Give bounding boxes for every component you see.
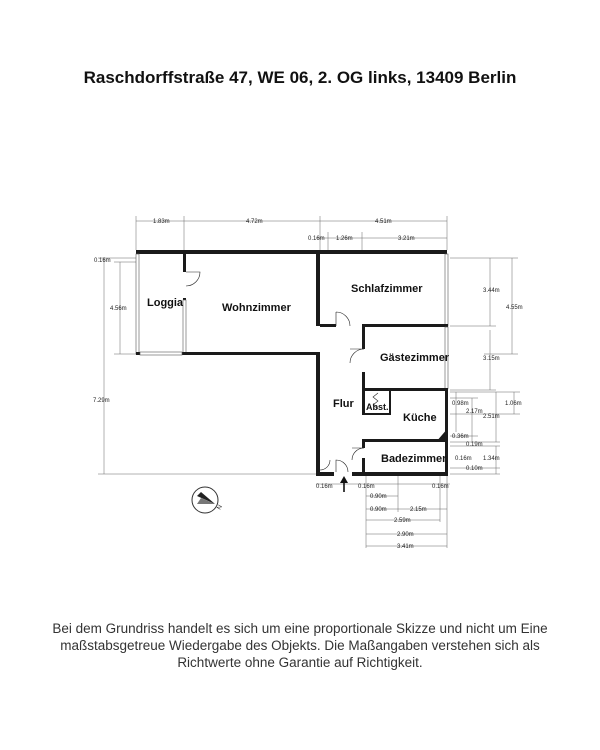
- room-kueche: Küche: [403, 412, 437, 424]
- room-badezimmer: Badezimmer: [381, 453, 447, 465]
- dim-right-kueche-total: 2.51m: [483, 414, 500, 420]
- room-gaestezimmer: Gästezimmer: [380, 352, 450, 364]
- compass-icon: [192, 487, 224, 513]
- dim-bottom-wall-left: 0.16m: [316, 484, 333, 490]
- dim-top-loggia: 1.83m: [153, 219, 170, 225]
- room-wohnzimmer: Wohnzimmer: [222, 302, 291, 314]
- dim-right-total-upper: 4.55m: [506, 305, 523, 311]
- dim-bottom-total-a: 2.59m: [394, 518, 411, 524]
- dim-right-kueche-ext: 1.06m: [505, 401, 522, 407]
- dim-bottom-bad-a: 0.90m: [370, 507, 387, 513]
- dim-right-abst-b: 0.19m: [466, 442, 483, 448]
- dim-right-schlaf: 3.44m: [483, 288, 500, 294]
- compass-label: N: [216, 504, 224, 511]
- dimension-labels: [93, 219, 523, 550]
- page-title: Raschdorffstraße 47, WE 06, 2. OG links, 13409 Berlin: [83, 68, 517, 87]
- dim-bottom-abst: 0.90m: [370, 494, 387, 500]
- dim-bottom-total-c: 3.41m: [397, 544, 414, 550]
- dim-bottom-wall-right: 0.16m: [432, 484, 449, 490]
- dim-right-kueche: 2.17m: [466, 409, 483, 415]
- room-labels: [147, 283, 450, 465]
- dim-top-gaeste-width: 3.21m: [398, 236, 415, 242]
- dim-left-total: 7.29m: [93, 398, 110, 404]
- dim-left-wall: 0.16m: [94, 258, 111, 264]
- dim-top-flur-width: 1.26m: [336, 236, 353, 242]
- room-schlafzimmer: Schlafzimmer: [351, 283, 423, 295]
- dim-right-gaeste: 3.15m: [483, 356, 500, 362]
- dim-top-schlafzimmer: 4.51m: [375, 219, 392, 225]
- dim-right-abst-a: 0.36m: [452, 434, 469, 440]
- dim-right-bad-b: 0.10m: [466, 466, 483, 472]
- room-loggia: Loggia: [147, 297, 184, 309]
- dim-bottom-wall-mid: 0.16m: [358, 484, 375, 490]
- dimension-lines: [98, 216, 520, 548]
- room-abstellraum: Abst.: [366, 402, 389, 412]
- dim-right-kueche-wall: 0.98m: [452, 401, 469, 407]
- dim-right-bad-a: 0.16m: [455, 456, 472, 462]
- dim-left-loggia: 4.56m: [110, 306, 127, 312]
- dim-bottom-total-b: 2.90m: [397, 532, 414, 538]
- dim-top-wohnzimmer: 4.72m: [246, 219, 263, 225]
- dim-right-bad-total: 1.34m: [483, 456, 500, 462]
- disclaimer-text: Bei dem Grundriss handelt es sich um eine proportionale Skizze und nicht um Eine maßstabsgetreue Wiedergabe des Objekts. Die Maßangaben verstehen sich als Richtwerte ohne Garantie auf Richtigkeit.: [52, 621, 548, 670]
- room-flur: Flur: [333, 398, 354, 410]
- dim-top-flur-wall: 0.16m: [308, 236, 325, 242]
- dim-bottom-bad-b: 2.15m: [410, 507, 427, 513]
